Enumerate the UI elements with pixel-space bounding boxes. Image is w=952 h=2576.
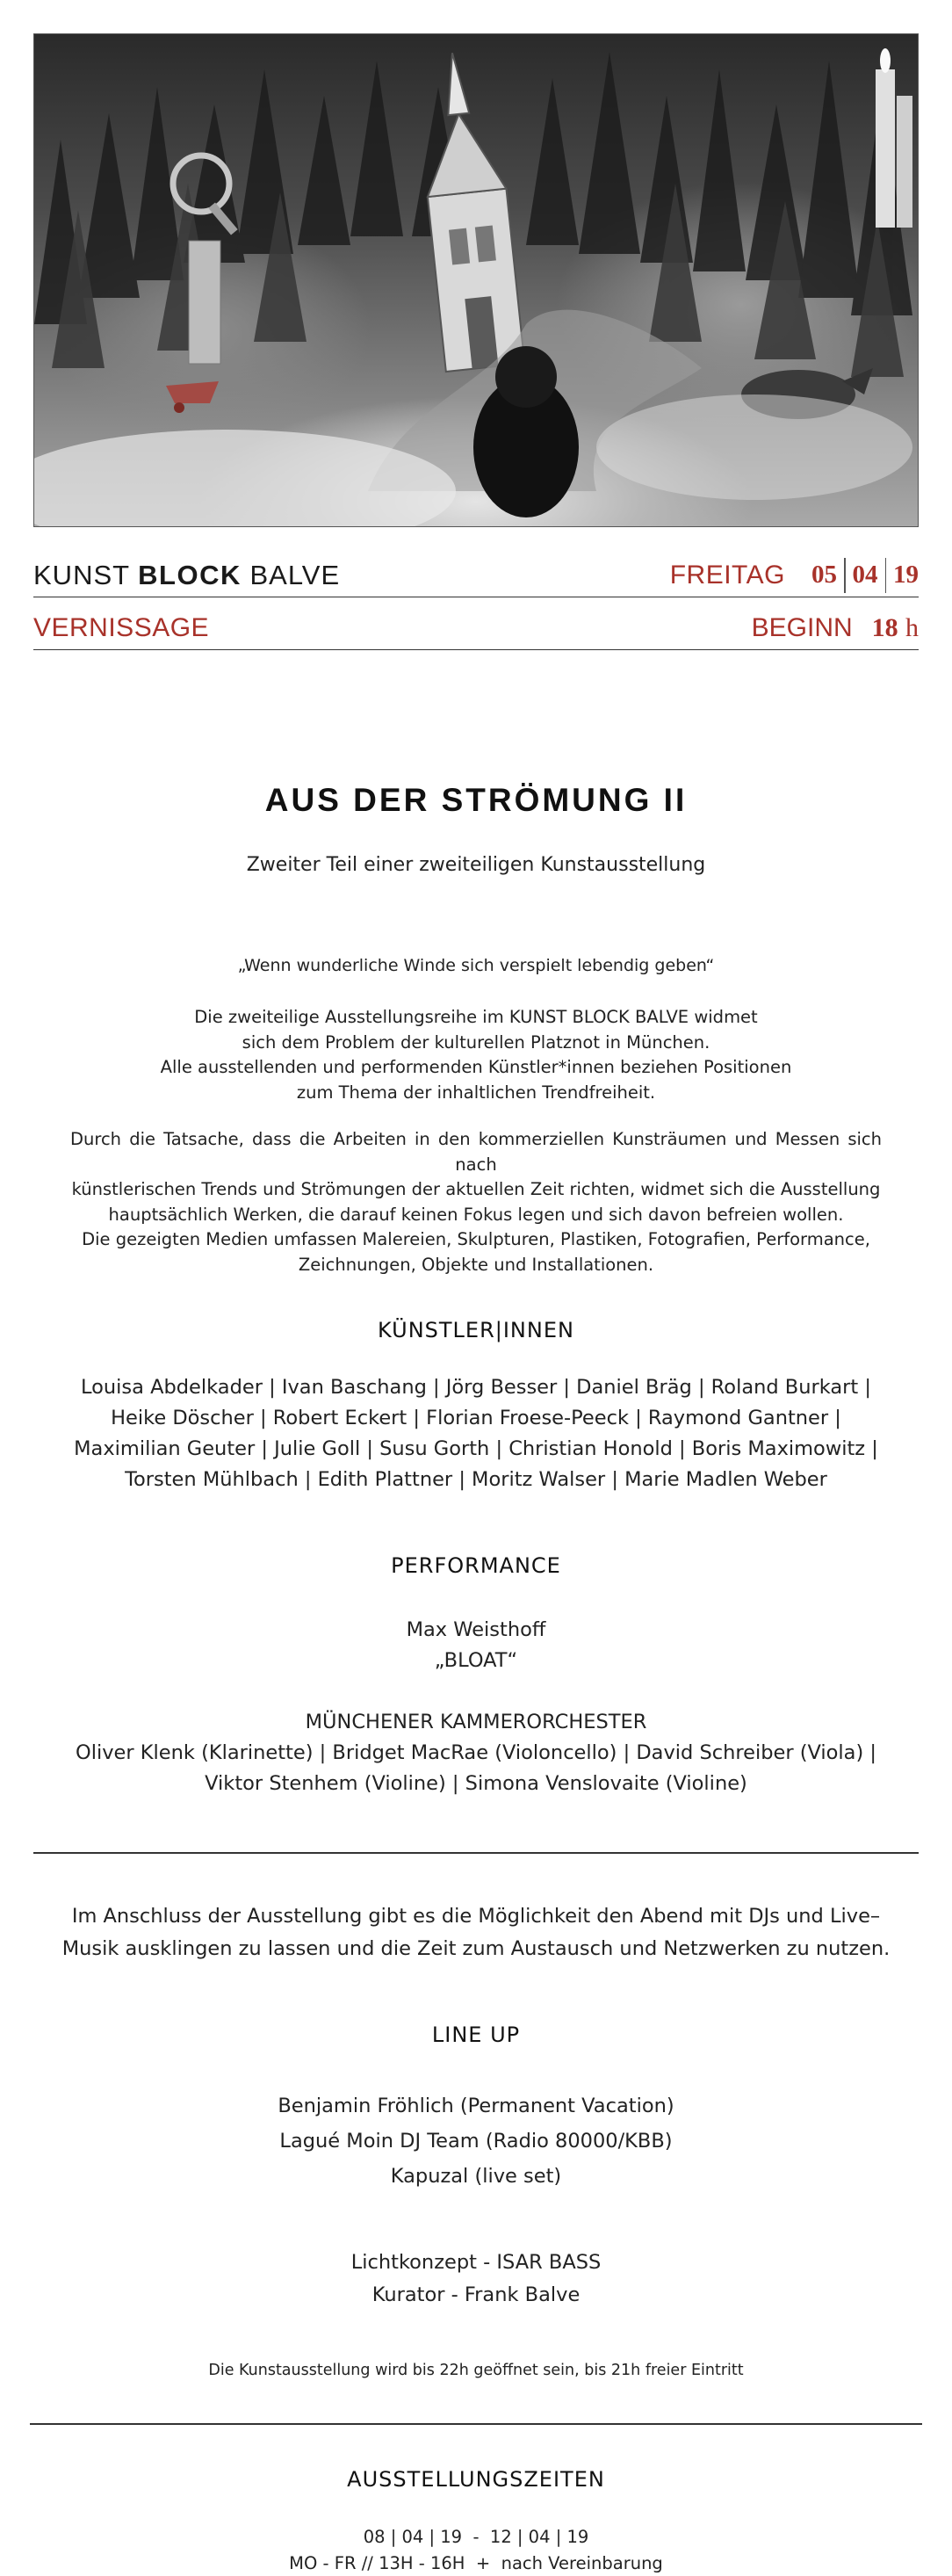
intro-line: Alle ausstellenden und performenden Künstler*innen beziehen Positionen <box>160 1057 792 1077</box>
description-paragraph <box>70 1127 882 1277</box>
event-day-label: FREITAG <box>669 560 785 590</box>
intro-line: Die zweiteilige Ausstellungsreihe im KUNST BLOCK BALVE widmet <box>194 1007 758 1027</box>
section-divider <box>30 2423 922 2425</box>
brand-logo-text <box>33 560 340 591</box>
after-party-line: Musik ausklingen zu lassen und die Zeit zum Austausch und Netzwerken zu nutzen. <box>61 1937 891 1960</box>
event-date-day: 05 <box>811 561 837 589</box>
description-line: Durch die Tatsache, dass die Arbeiten in den kommerziellen Kunsträumen und Messen sich nach <box>70 1129 882 1175</box>
start-label: BEGINN <box>751 612 853 642</box>
exhibition-dates <box>0 2524 952 2576</box>
performer-name: Max Weisthoff <box>406 1618 546 1641</box>
start-unit: h <box>905 612 919 642</box>
lineup-item: Kapuzal (live set) <box>390 2165 562 2188</box>
artists-line: Maximilian Geuter | Julie Goll | Susu Gorth | Christian Honold | Boris Maximowitz | <box>74 1437 878 1460</box>
performance-block <box>0 1615 952 1676</box>
performance-heading: PERFORMANCE <box>391 1553 561 1578</box>
event-date <box>670 558 919 593</box>
orchestra-line: Oliver Klenk (Klarinette) | Bridget MacRae (Violoncello) | David Schreiber (Viola) | <box>76 1741 876 1764</box>
artists-heading: KÜNSTLER|INNEN <box>378 1318 574 1342</box>
description-line: Die gezeigten Medien umfassen Malereien, Skulpturen, Plastiken, Fotografien, Performance, <box>82 1229 870 1249</box>
after-party-line: Im Anschluss der Ausstellung gibt es die Möglichkeit den Abend mit DJs und Live– <box>71 1905 881 1928</box>
motto-quote: „Wenn wunderliche Winde sich verspielt lebendig geben“ <box>237 956 715 975</box>
intro-line: zum Thema der inhaltlichen Trendfreiheit. <box>296 1082 656 1103</box>
hours-heading: AUSSTELLUNGSZEITEN <box>347 2467 605 2492</box>
opening-note: Die Kunstausstellung wird bis 22h geöffnet sein, bis 21h freier Eintritt <box>208 2362 744 2379</box>
description-line: hauptsächlich Werken, die darauf keinen Fokus legen und sich davon befreien wollen. <box>108 1204 844 1225</box>
credit-line: Lichtkonzept - ISAR BASS <box>350 2251 602 2274</box>
intro-line: sich dem Problem der kulturellen Platznot in München. <box>242 1031 710 1053</box>
exhibition-title: AUS DER STRÖMUNG II <box>264 782 688 818</box>
orchestra-line: Viktor Stenhem (Violine) | Simona Venslovaite (Violine) <box>205 1772 747 1795</box>
section-divider <box>33 1852 919 1854</box>
description-line: künstlerischen Trends und Strömungen der aktuellen Zeit richten, widmet sich die Ausstellung <box>71 1179 881 1199</box>
brand-word-block: BLOCK <box>138 559 242 590</box>
brand-word-balve: BALVE <box>249 559 341 590</box>
orchestra-block <box>0 1707 952 1799</box>
hero-artwork-image <box>33 33 919 527</box>
orchestra-name: MÜNCHENER KAMMERORCHESTER <box>305 1711 647 1733</box>
event-date-month: 04 <box>852 561 878 589</box>
exhibition-subtitle: Zweiter Teil einer zweiteiligen Kunstausstellung <box>246 854 706 876</box>
header-bar-bottom <box>33 606 919 650</box>
lineup-list <box>0 2088 952 2194</box>
start-time <box>752 613 919 643</box>
header-bar-top <box>33 554 919 597</box>
credits-block <box>0 2247 952 2312</box>
collage-illustration <box>34 34 919 527</box>
event-type-label: VERNISSAGE <box>33 612 210 642</box>
lineup-heading: LINE UP <box>431 2022 521 2047</box>
performance-title: „BLOAT“ <box>434 1649 518 1672</box>
after-party-text <box>0 1900 952 1965</box>
lineup-item: Benjamin Fröhlich (Permanent Vacation) <box>278 2095 674 2117</box>
opening-hours: MO - FR // 13H - 16H + nach Vereinbarung <box>289 2553 663 2573</box>
artists-line: Louisa Abdelkader | Ivan Baschang | Jörg Besser | Daniel Bräg | Roland Burkart | <box>81 1376 871 1399</box>
event-date-year: 19 <box>893 561 919 589</box>
artists-line: Torsten Mühlbach | Edith Plattner | Moritz Walser | Marie Madlen Weber <box>125 1468 827 1491</box>
intro-paragraph <box>0 1005 952 1105</box>
credit-line: Kurator - Frank Balve <box>371 2283 581 2306</box>
artists-line: Heike Döscher | Robert Eckert | Florian Froese-Peeck | Raymond Gantner | <box>111 1407 841 1429</box>
description-line: Zeichnungen, Objekte und Installationen. <box>298 1254 654 1275</box>
date-range: 08 | 04 | 19 - 12 | 04 | 19 <box>363 2527 589 2547</box>
artists-list <box>0 1372 952 1495</box>
lineup-item: Lagué Moin DJ Team (Radio 80000/KBB) <box>279 2130 673 2153</box>
brand-word-kunst: KUNST <box>33 559 130 590</box>
start-hour: 18 <box>871 612 898 642</box>
